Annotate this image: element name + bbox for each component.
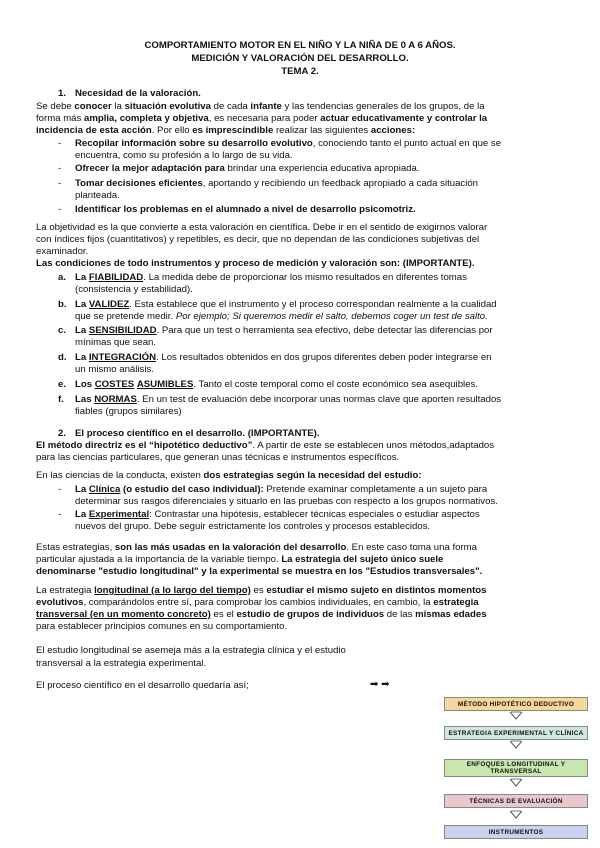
bullet-dash: -: [58, 178, 62, 189]
condition-item: La VALIDEZ. Esta establece que el instrumento y el proceso correspondan realmente a la cualidad: [75, 299, 497, 310]
bullet-dash: -: [58, 163, 62, 174]
paragraph-line: En las ciencias de la conducta, existen dos estrategias según la necesidad del estudio:: [36, 470, 422, 481]
list-letter: e.: [58, 379, 67, 390]
doc-subtitle: MEDICIÓN Y VALORACIÓN DEL DESARROLLO.: [191, 53, 409, 64]
condition-item-cont: que se pretende medir. Por ejemplo; Si queremos medir el salto, debemos coger un test de salto.: [75, 311, 488, 322]
bullet-dash: -: [58, 204, 62, 215]
paragraph-line: examinador.: [36, 246, 89, 257]
list-item: Tomar decisiones eficientes, aportando y recibiendo un feedback apropiado a cada situación: [75, 178, 479, 189]
paragraph-line: Se debe conocer la situación evolutiva de cada infante y las tendencias generales de los grupos, de la: [36, 101, 485, 112]
list-item-cont: encuentra, como su profesión a lo largo de su vida.: [75, 150, 293, 161]
down-arrow-icon: [508, 810, 524, 820]
paragraph-line: para establecer principios comunes en su comportamiento.: [36, 621, 288, 632]
section-2-heading: El proceso científico en el desarrollo. (IMPORTANTE).: [75, 428, 320, 439]
list-item-cont: planteada.: [75, 190, 120, 201]
diagram-box-techniques: TÉCNICAS DE EVALUACIÓN: [444, 794, 588, 808]
list-letter: b.: [58, 299, 67, 310]
condition-item: La FIABILIDAD. La medida debe de proporcionar los mismo resultados en diferentes tomas: [75, 272, 467, 283]
conditions-heading: Las condiciones de todo instrumentos y proceso de medición y valoración son: (IMPORTANTE).: [36, 258, 475, 269]
list-letter: a.: [58, 272, 67, 283]
strategy-item: La Experimental: Contrastar una hipótesis, establecer técnicas especiales o estudiar aspectos: [75, 509, 480, 520]
condition-item-cont: mínimas que sean.: [75, 337, 157, 348]
paragraph-line: denominarse "estudio longitudinal" y la experimental se muestra en los "Estudios transversales".: [36, 566, 483, 577]
list-letter: c.: [58, 325, 67, 336]
list-item: Recopilar información sobre su desarrollo evolutivo, conociendo tanto el punto actual en que se: [75, 138, 502, 149]
diagram-box-method: MÉTODO HIPOTÉTICO DEDUCTIVO: [444, 697, 588, 711]
strategy-item: La Clínica (o estudio del caso individual): Pretende examinar completamente a un sujeto para: [75, 484, 488, 495]
paragraph-line: transversal (en un momento concreto) es el estudio de grupos de individuos de las mismas edades: [36, 609, 487, 620]
strategy-item-cont: determinar sus rasgos diferenciales y situarlo en las pruebas con respecto a los grupos normativos.: [75, 496, 498, 507]
list-letter: f.: [58, 394, 64, 405]
paragraph-line: El proceso científico en el desarrollo quedaría así;: [36, 680, 249, 691]
bullet-dash: -: [58, 138, 62, 149]
paragraph-line: La estrategia longitudinal (a lo largo del tiempo) es estudiar el mismo sujeto en distintos momentos: [36, 585, 487, 596]
bullet-dash: -: [58, 509, 62, 520]
paragraph-line: El estudio longitudinal se asemeja más a la estrategia clínica y el estudio: [36, 645, 346, 656]
section-1-number: 1.: [58, 88, 67, 99]
condition-item-cont: fiables (grupos similares): [75, 406, 182, 417]
paragraph-line: con índices fijos (cuantitativos) y repetibles, es decir, que no dependan de las condiciones subjetivas del: [36, 234, 480, 245]
condition-item: La SENSIBILIDAD. Para que un test o herramienta sea efectivo, debe detectar las diferencias por: [75, 325, 493, 336]
condition-item-cont: (consistencia y estabilidad).: [75, 284, 193, 295]
bullet-dash: -: [58, 484, 62, 495]
paragraph-line: El método directriz es el “hipotético deductivo”. A partir de este se establecen unos métodos,adaptados: [36, 440, 495, 451]
strategy-item-cont: nuevos del grupo. Debe seguir estrictamente los controles y procesos establecidos.: [75, 521, 431, 532]
list-item: Identificar los problemas en el alumnado a nivel de desarrollo psicomotriz.: [75, 204, 416, 215]
list-letter: d.: [58, 352, 67, 363]
paragraph-line: La objetividad es la que convierte a esta valoración en científica. Debe ir en el sentido de exigirnos valorar: [36, 222, 488, 233]
paragraph-line: Estas estrategias, son las más usadas en la valoración del desarrollo. En este caso toma una forma: [36, 542, 477, 553]
down-arrow-icon: [508, 711, 524, 721]
section-1-heading: Necesidad de la valoración.: [75, 88, 201, 99]
paragraph-line: para las ciencias particulares, que generan unas técnicas e instrumentos específicos.: [36, 452, 400, 463]
paragraph-line: incidencia de esta acción. Por ello es imprescindible realizar las siguientes acciones:: [36, 125, 416, 136]
paragraph-line: particular ajustada a la importancia de la variable tiempo. La estrategia del sujeto único suele: [36, 554, 444, 565]
list-item: Ofrecer la mejor adaptación para brindar una experiencia educativa apropiada.: [75, 163, 420, 174]
down-arrow-icon: [508, 740, 524, 750]
condition-item: Las NORMAS. En un test de evaluación debe incorporar unas normas clave que aporten resultados: [75, 394, 502, 405]
paragraph-line: evolutivos, comparándolos entre sí, para comprobar los cambios individuales, en cambio, la estrategia: [36, 597, 479, 608]
down-arrow-icon: [508, 778, 524, 788]
pointer-arrows-icon: ➡ ➡: [370, 679, 390, 690]
section-2-number: 2.: [58, 428, 67, 439]
diagram-box-approach: ENFOQUES LONGITUDINAL Y TRANSVERSAL: [444, 759, 588, 777]
diagram-box-instruments: INSTRUMENTOS: [444, 825, 588, 839]
paragraph-line: forma más amplia, completa y objetiva, es necesaria para poder actuar educativamente y controlar la: [36, 113, 488, 124]
paragraph-line: transversal a la estrategia experimental.: [36, 658, 207, 669]
condition-item-cont: un mismo análisis.: [75, 364, 154, 375]
doc-title: COMPORTAMIENTO MOTOR EN EL NIÑO Y LA NIÑA DE 0 A 6 AÑOS.: [144, 40, 456, 51]
condition-item: La INTEGRACIÓN. Los resultados obtenidos en dos grupos diferentes deben poder integrarse en: [75, 352, 492, 363]
diagram-box-strategy: ESTRATEGIA EXPERIMENTAL Y CLÍNICA: [444, 726, 588, 740]
condition-item: Los COSTES ASUMIBLES. Tanto el coste temporal como el coste económico sea asequibles.: [75, 379, 478, 390]
doc-topic: TEMA 2.: [281, 66, 319, 77]
